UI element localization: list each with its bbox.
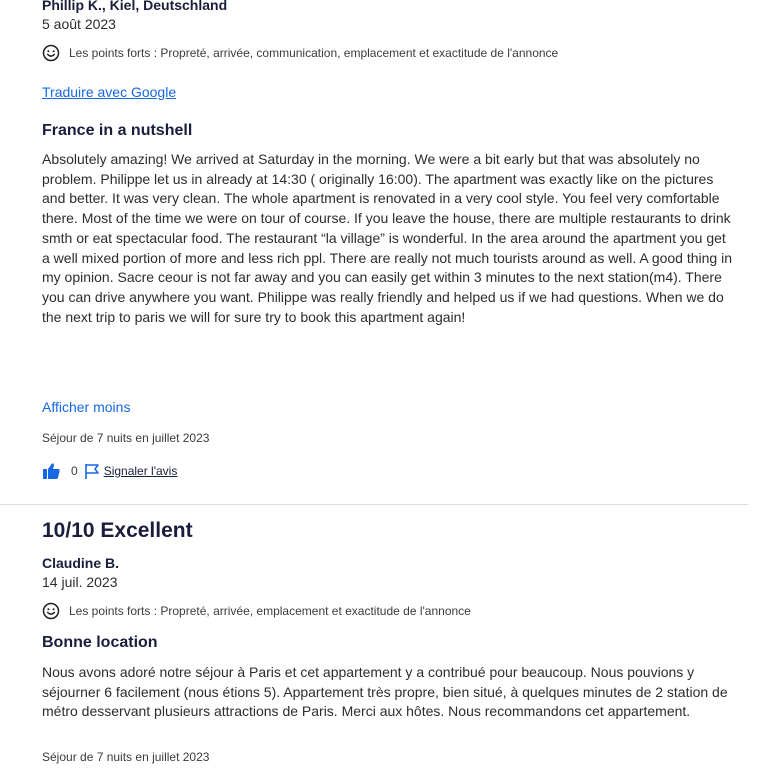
flag-icon[interactable]	[84, 463, 100, 480]
highlights-text: Les points forts : Propreté, arrivée, communication, emplacement et exactitude de l'annonce	[69, 46, 559, 60]
review-rating: 10/10 Excellent	[42, 519, 193, 542]
highlights-text: Les points forts : Propreté, arrivée, emplacement et exactitude de l'annonce	[69, 604, 471, 618]
report-review-link[interactable]: Signaler l'avis	[103, 464, 178, 478]
review-title: Bonne location	[42, 634, 158, 651]
review-body: Nous avons adoré notre séjour à Paris et cet appartement y a contribué pour beaucoup. Nous pouvions y séjourner 6 facilement (nous étions 5). Appartement très propre, bien situé, à quelques minutes de 2 station de métro desservant plusieurs attractions de Paris. Merci aux hôtes. Nous recommandons cet appartement.	[42, 664, 728, 720]
review-date: 14 juil. 2023	[42, 574, 118, 590]
review-author: Claudine B.	[42, 555, 120, 571]
review-highlights	[42, 602, 471, 620]
review-date: 5 août 2023	[42, 16, 116, 32]
stay-info: Séjour de 7 nuits en juillet 2023	[42, 431, 210, 445]
smiley-icon	[42, 44, 60, 62]
review-divider	[0, 504, 748, 505]
review-title: France in a nutshell	[42, 122, 193, 139]
review-highlights	[42, 44, 558, 62]
review-body: Absolutely amazing! We arrived at Saturday in the morning. We were a bit early but that was absolutely no problem. Philippe let us in already at 14:30 ( originally 16:00). The apartment was exactly like on the pictures and better. It was very clean. The whole apartment is renovated in a very cool style. You feel very comfortable there. Most of the time we were on tour of course. If you leave the house, there are multiple restaurants to drink smth or eat spectacular food. The restaurant “la village” is wonderful. In the area around the apartment you get a well mixed portion of more and less rich ppl. There are really not much tourists around as well. A good thing in my opinion. Sacre ceour is not far away and you can easily get within 3 minutes to the next station(m4). There you can drive anywhere you want. Philippe was really friendly and helped us if we had questions. When we do the next trip to paris we will for sure try to book this apartment again!	[42, 151, 732, 325]
smiley-icon	[42, 602, 60, 620]
translate-link[interactable]: Traduire avec Google	[42, 84, 177, 100]
stay-info: Séjour de 7 nuits en juillet 2023	[42, 750, 210, 764]
like-count: 0	[71, 464, 78, 478]
show-less-button[interactable]: Afficher moins	[42, 399, 131, 415]
review-actions	[42, 462, 177, 480]
review-author: Phillip K., Kiel, Deutschland	[42, 0, 228, 13]
thumbs-up-icon[interactable]	[42, 462, 61, 480]
